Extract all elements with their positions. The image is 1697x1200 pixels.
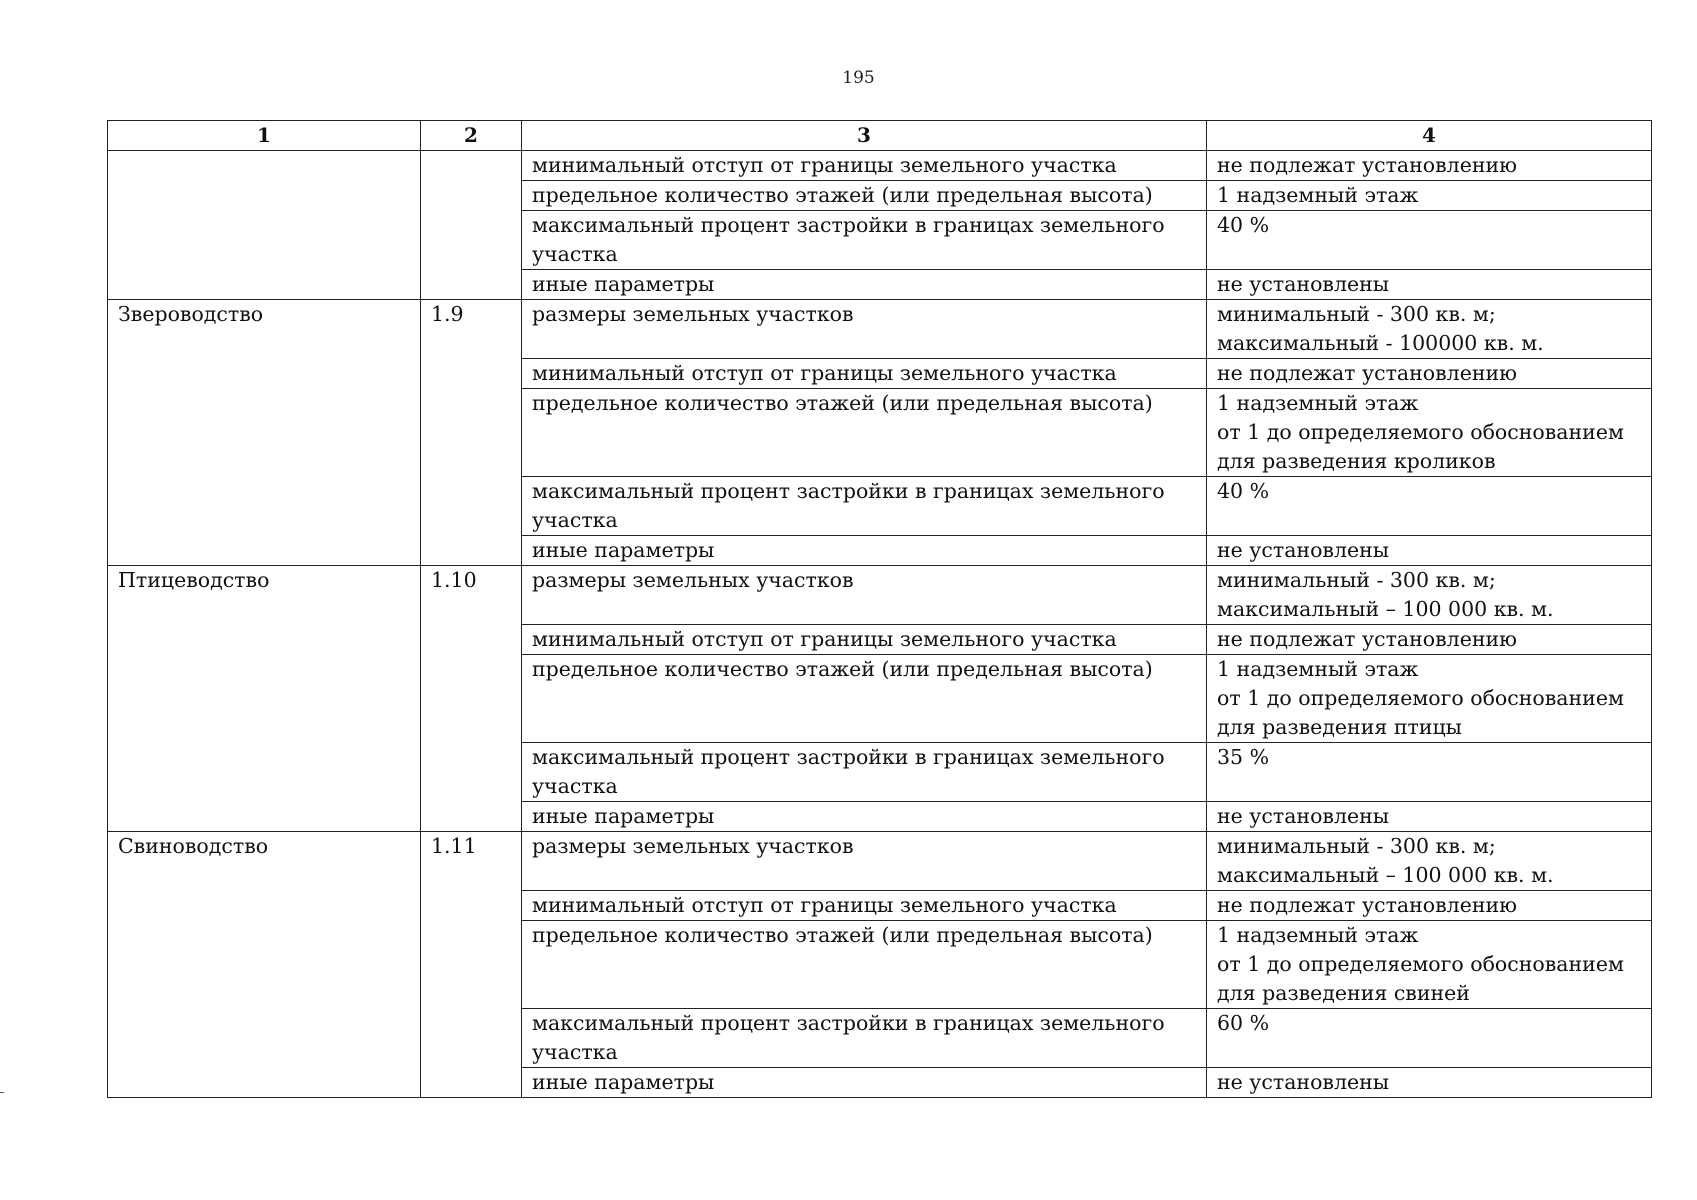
use-code-cell: 1.10 xyxy=(421,566,522,832)
column-header-3: 3 xyxy=(522,121,1207,151)
parameter-value-cell xyxy=(1207,536,1652,566)
parameter-value-line: максимальный - 100000 кв. м. xyxy=(1217,331,1544,355)
use-code-cell: 1.11 xyxy=(421,832,522,1098)
column-header-2: 2 xyxy=(421,121,522,151)
parameter-name-cell: минимальный отступ от границы земельного участка xyxy=(522,625,1207,655)
parameter-value-cell xyxy=(1207,211,1652,270)
parameter-value-line: не подлежат установлению xyxy=(1217,153,1518,177)
parameter-value-line: от 1 до определяемого обоснованием для разведения птицы xyxy=(1217,686,1624,739)
parameter-value-line: не подлежат установлению xyxy=(1217,361,1518,385)
table-header-row xyxy=(108,121,1652,151)
page-number: 195 xyxy=(842,68,875,88)
parameter-value-cell xyxy=(1207,566,1652,625)
parameter-name-cell: иные параметры xyxy=(522,270,1207,300)
parameter-name-cell: максимальный процент застройки в границах земельного участка xyxy=(522,1009,1207,1068)
use-type-cell xyxy=(108,151,421,300)
parameter-value-line: не установлены xyxy=(1217,538,1390,562)
parameter-value-line: 1 надземный этаж xyxy=(1217,183,1419,207)
parameter-value-line: не подлежат установлению xyxy=(1217,627,1518,651)
parameter-value-line: минимальный - 300 кв. м; xyxy=(1217,834,1496,858)
parameter-name-cell: предельное количество этажей (или предельная высота) xyxy=(522,655,1207,743)
table-row xyxy=(108,151,1652,181)
parameter-value-line: 60 % xyxy=(1217,1011,1270,1035)
parameter-value-line: не установлены xyxy=(1217,804,1390,828)
parameter-value-line: 1 надземный этаж xyxy=(1217,923,1419,947)
parameter-name-cell: размеры земельных участков xyxy=(522,832,1207,891)
parameter-value-cell xyxy=(1207,300,1652,359)
parameter-value-cell xyxy=(1207,270,1652,300)
use-type-cell: Птицеводство xyxy=(108,566,421,832)
parameter-value-line: 35 % xyxy=(1217,745,1270,769)
parameter-value-cell xyxy=(1207,921,1652,1009)
parameter-name-cell: иные параметры xyxy=(522,536,1207,566)
parameter-value-line: 40 % xyxy=(1217,479,1270,503)
parameter-value-line: не установлены xyxy=(1217,1070,1390,1094)
parameter-value-cell xyxy=(1207,625,1652,655)
parameter-value-line: не подлежат установлению xyxy=(1217,893,1518,917)
table-row xyxy=(108,566,1652,625)
parameter-value-line: минимальный - 300 кв. м; xyxy=(1217,568,1496,592)
parameter-name-cell: максимальный процент застройки в границах земельного участка xyxy=(522,743,1207,802)
parameter-value-line: максимальный – 100 000 кв. м. xyxy=(1217,863,1554,887)
parameter-name-cell: иные параметры xyxy=(522,1068,1207,1098)
parameter-value-cell xyxy=(1207,802,1652,832)
parameter-value-line: 1 надземный этаж xyxy=(1217,657,1419,681)
parameter-name-cell: иные параметры xyxy=(522,802,1207,832)
parameter-name-cell: минимальный отступ от границы земельного участка xyxy=(522,151,1207,181)
parameter-name-cell: размеры земельных участков xyxy=(522,300,1207,359)
column-header-4: 4 xyxy=(1207,121,1652,151)
scan-mark xyxy=(0,1092,4,1093)
use-code-cell: 1.9 xyxy=(421,300,522,566)
parameter-value-cell xyxy=(1207,151,1652,181)
parameter-value-line: 1 надземный этаж xyxy=(1217,391,1419,415)
parameter-value-cell xyxy=(1207,655,1652,743)
regulations-table xyxy=(107,120,1652,1098)
parameter-value-cell xyxy=(1207,891,1652,921)
parameter-name-cell: размеры земельных участков xyxy=(522,566,1207,625)
parameter-name-cell: максимальный процент застройки в границах земельного участка xyxy=(522,477,1207,536)
parameter-name-cell: предельное количество этажей (или предельная высота) xyxy=(522,389,1207,477)
parameter-value-cell xyxy=(1207,359,1652,389)
parameter-value-cell xyxy=(1207,477,1652,536)
parameter-name-cell: предельное количество этажей (или предельная высота) xyxy=(522,181,1207,211)
parameter-value-line: минимальный - 300 кв. м; xyxy=(1217,302,1496,326)
parameter-value-line: 40 % xyxy=(1217,213,1270,237)
parameter-value-cell xyxy=(1207,832,1652,891)
parameter-value-line: не установлены xyxy=(1217,272,1390,296)
parameter-value-cell xyxy=(1207,743,1652,802)
parameter-name-cell: минимальный отступ от границы земельного участка xyxy=(522,359,1207,389)
parameter-value-cell xyxy=(1207,389,1652,477)
parameter-value-cell xyxy=(1207,181,1652,211)
parameter-value-line: максимальный – 100 000 кв. м. xyxy=(1217,597,1554,621)
parameter-value-line: от 1 до определяемого обоснованием для разведения кроликов xyxy=(1217,420,1624,473)
table-body xyxy=(108,151,1652,1098)
parameter-value-cell xyxy=(1207,1009,1652,1068)
parameter-name-cell: предельное количество этажей (или предельная высота) xyxy=(522,921,1207,1009)
use-type-cell: Звероводство xyxy=(108,300,421,566)
parameter-value-line: от 1 до определяемого обоснованием для разведения свиней xyxy=(1217,952,1624,1005)
table-row xyxy=(108,300,1652,359)
table-row xyxy=(108,832,1652,891)
use-code-cell xyxy=(421,151,522,300)
parameter-value-cell xyxy=(1207,1068,1652,1098)
use-type-cell: Свиноводство xyxy=(108,832,421,1098)
column-header-1: 1 xyxy=(108,121,421,151)
parameter-name-cell: минимальный отступ от границы земельного участка xyxy=(522,891,1207,921)
parameter-name-cell: максимальный процент застройки в границах земельного участка xyxy=(522,211,1207,270)
